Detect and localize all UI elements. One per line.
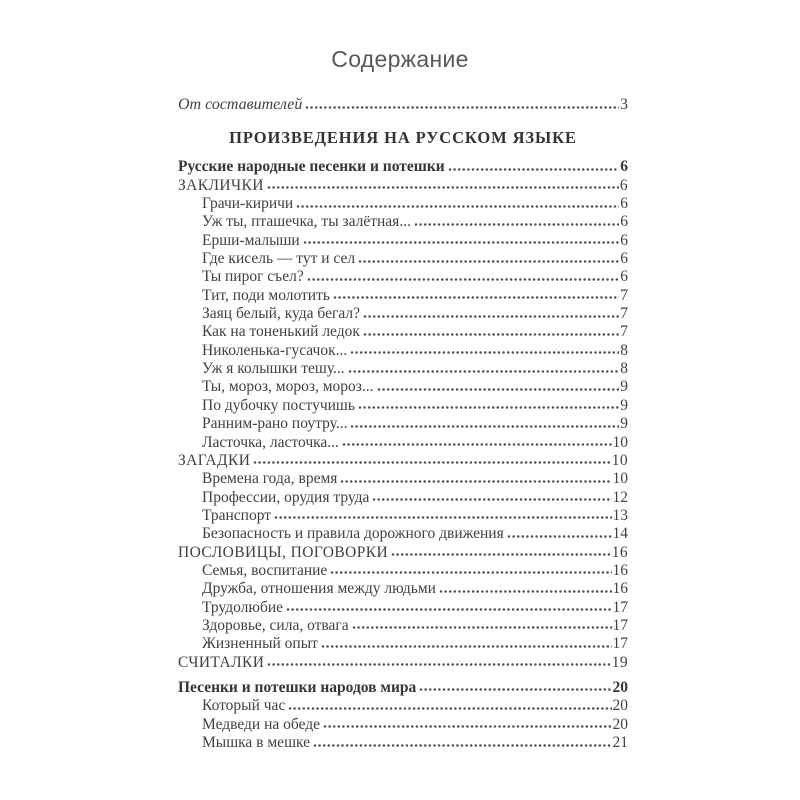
- toc-entry-page: 6: [619, 176, 628, 194]
- toc-entry: [178, 634, 628, 652]
- toc-entry-label: Трудолюбие: [202, 598, 284, 616]
- toc-entry-label: Русские народные песенки и потешки: [178, 158, 445, 176]
- toc-entry: [178, 157, 628, 175]
- toc-entry: [178, 395, 628, 413]
- dot-leader: [419, 687, 611, 692]
- toc-entry: [178, 322, 628, 340]
- toc-entry-label: ЗАГАДКИ: [178, 451, 251, 469]
- toc-entry: [178, 616, 628, 634]
- toc-entry-label: СЧИТАЛКИ: [178, 653, 265, 671]
- dot-leader: [448, 167, 620, 172]
- dot-leader: [305, 105, 619, 110]
- toc-entry-label: Тит, поди молотить: [202, 286, 330, 304]
- toc-entry-page: 9: [620, 396, 628, 414]
- dot-leader: [321, 644, 612, 649]
- dot-leader: [303, 240, 620, 245]
- toc-entry: [178, 678, 628, 696]
- dot-leader: [267, 185, 619, 190]
- dot-leader: [507, 534, 612, 539]
- toc-entry-page: 9: [620, 378, 628, 396]
- toc-entry: [178, 285, 628, 303]
- toc-entry-label: ПОСЛОВИЦЫ, ПОГОВОРКИ: [178, 543, 389, 561]
- toc-entry: [178, 230, 628, 248]
- toc-entry-label: Ласточка, ласточка...: [202, 433, 339, 451]
- toc-entry-label: Где кисель — тут и сел: [202, 250, 356, 268]
- dot-leader: [352, 625, 612, 630]
- preface-entry: [178, 93, 628, 113]
- toc-entry-page: 6: [620, 158, 628, 176]
- toc-entry-page: 21: [612, 734, 628, 751]
- dot-leader: [307, 277, 620, 282]
- preface-page-number: 3: [620, 96, 628, 113]
- toc-entry: [178, 451, 628, 469]
- dot-leader: [391, 552, 611, 557]
- toc-entry: [178, 652, 628, 670]
- section-heading: ПРОИЗВЕДЕНИЯ НА РУССКОМ ЯЗЫКЕ: [229, 128, 577, 147]
- toc-entry-page: 17: [612, 598, 628, 616]
- toc-entry: [178, 414, 628, 432]
- dot-leader: [330, 570, 611, 575]
- dot-leader: [340, 479, 611, 484]
- dot-leader: [286, 607, 611, 612]
- preface-label: От составителей: [178, 96, 303, 113]
- toc-entry-label: Профессии, орудия труда: [202, 488, 370, 506]
- toc-entry-label: Уж ты, пташечка, ты залётная...: [202, 213, 411, 231]
- dot-leader: [350, 350, 619, 355]
- toc-entry-label: Ранним-рано поутру...: [202, 415, 348, 433]
- toc-entry: [178, 304, 628, 322]
- dot-leader: [372, 497, 611, 502]
- toc-entry: [178, 175, 628, 193]
- toc-entry-label: По дубочку постучишь: [202, 396, 355, 414]
- toc-entry-page: 8: [620, 360, 628, 378]
- toc-entry-label: Заяц белый, куда бегал?: [202, 305, 360, 323]
- toc-entry: [178, 714, 628, 732]
- toc-entry-label: Ты, мороз, мороз, мороз...: [202, 378, 374, 396]
- toc-entry-label: Ерши-малыши: [202, 231, 300, 249]
- dot-leader: [333, 295, 619, 300]
- dot-leader: [363, 332, 619, 337]
- dot-leader: [358, 259, 619, 264]
- page-title: Содержание: [331, 46, 469, 72]
- toc-entry-page: 10: [612, 470, 628, 488]
- dot-leader: [274, 515, 611, 520]
- dot-leader: [348, 369, 620, 374]
- toc-entry-page: 6: [620, 268, 628, 286]
- toc-entry: [178, 212, 628, 230]
- toc-entry-label: Песенки и потешки народов мира: [178, 678, 417, 696]
- toc-entry-label: Жизненный опыт: [202, 635, 318, 653]
- dot-leader: [313, 743, 611, 748]
- toc-entry: [178, 542, 628, 560]
- dot-leader: [350, 424, 619, 429]
- toc-entry-page: 17: [612, 635, 628, 653]
- toc-entry-page: 9: [620, 415, 628, 433]
- toc-entry: [178, 487, 628, 505]
- dot-leader: [439, 589, 612, 594]
- toc-entry-page: 7: [620, 286, 628, 304]
- toc-entry-label: Медведи на обеде: [202, 715, 321, 733]
- toc-entry-page: 16: [612, 580, 628, 598]
- toc-entry-page: 17: [612, 616, 628, 634]
- dot-leader: [358, 405, 619, 410]
- toc-entry-label: Который час: [202, 697, 286, 715]
- toc-entry: [178, 597, 628, 615]
- toc-entry-page: 10: [612, 433, 628, 451]
- toc-list: [178, 157, 628, 751]
- toc-entry-label: Уж я колышки тешу...: [202, 360, 345, 378]
- toc-entry-page: 6: [620, 213, 628, 231]
- toc-entry: [178, 359, 628, 377]
- toc-entry-label: Времена года, время: [202, 470, 338, 488]
- toc-entry-label: Семья, воспитание: [202, 561, 328, 579]
- toc-entry-page: 13: [612, 506, 628, 524]
- toc-entry-page: 19: [611, 653, 628, 671]
- toc-entry-label: Транспорт: [202, 506, 272, 524]
- toc-entry-label: Ты пирог съел?: [202, 268, 304, 286]
- dot-leader: [296, 204, 619, 209]
- dot-leader: [267, 662, 610, 667]
- toc-entry: [178, 432, 628, 450]
- toc-entry-page: 14: [612, 525, 628, 543]
- toc-entry-page: 8: [620, 341, 628, 359]
- toc-entry-label: Грачи-киричи: [202, 195, 294, 213]
- toc-entry-page: 20: [612, 715, 628, 733]
- dot-leader: [342, 442, 612, 447]
- toc-entry-page: 6: [620, 195, 628, 213]
- toc-entry-label: Дружба, отношения между людьми: [202, 580, 436, 598]
- toc-entry-label: Безопасность и правила дорожного движения: [202, 525, 504, 543]
- toc-entry: [178, 696, 628, 714]
- toc-entry-page: 16: [611, 543, 628, 561]
- toc-entry: [178, 340, 628, 358]
- dot-leader: [323, 724, 611, 729]
- toc-entry-page: 16: [612, 561, 628, 579]
- dot-leader: [363, 314, 619, 319]
- toc-entry: [178, 561, 628, 579]
- dot-leader: [253, 460, 610, 465]
- toc-entry-label: Здоровье, сила, отвага: [202, 616, 349, 634]
- toc-entry: [178, 506, 628, 524]
- toc-entry-label: ЗАКЛИЧКИ: [178, 176, 264, 194]
- toc-entry: [178, 249, 628, 267]
- toc-entry-label: Николенька-гусачок...: [202, 341, 348, 359]
- toc-entry-page: 12: [612, 488, 628, 506]
- toc-entry-page: 7: [620, 323, 628, 341]
- toc-entry: [178, 194, 628, 212]
- toc-entry: [178, 733, 628, 751]
- toc-entry-label: Мышка в мешке: [202, 734, 311, 751]
- toc-entry: [178, 377, 628, 395]
- toc-entry-page: 10: [611, 451, 628, 469]
- toc-entry-page: 6: [620, 231, 628, 249]
- toc-entry: [178, 267, 628, 285]
- toc-entry: [178, 524, 628, 542]
- toc-entry-page: 7: [620, 305, 628, 323]
- toc-entry-page: 6: [620, 250, 628, 268]
- toc-entry: [178, 469, 628, 487]
- toc-entry-page: 20: [612, 697, 628, 715]
- dot-leader: [288, 706, 611, 711]
- toc-entry-page: 20: [612, 678, 628, 696]
- toc-entry: [178, 579, 628, 597]
- dot-leader: [377, 387, 620, 392]
- dot-leader: [414, 222, 619, 227]
- toc-entry-label: Как на тоненький ледок: [202, 323, 360, 341]
